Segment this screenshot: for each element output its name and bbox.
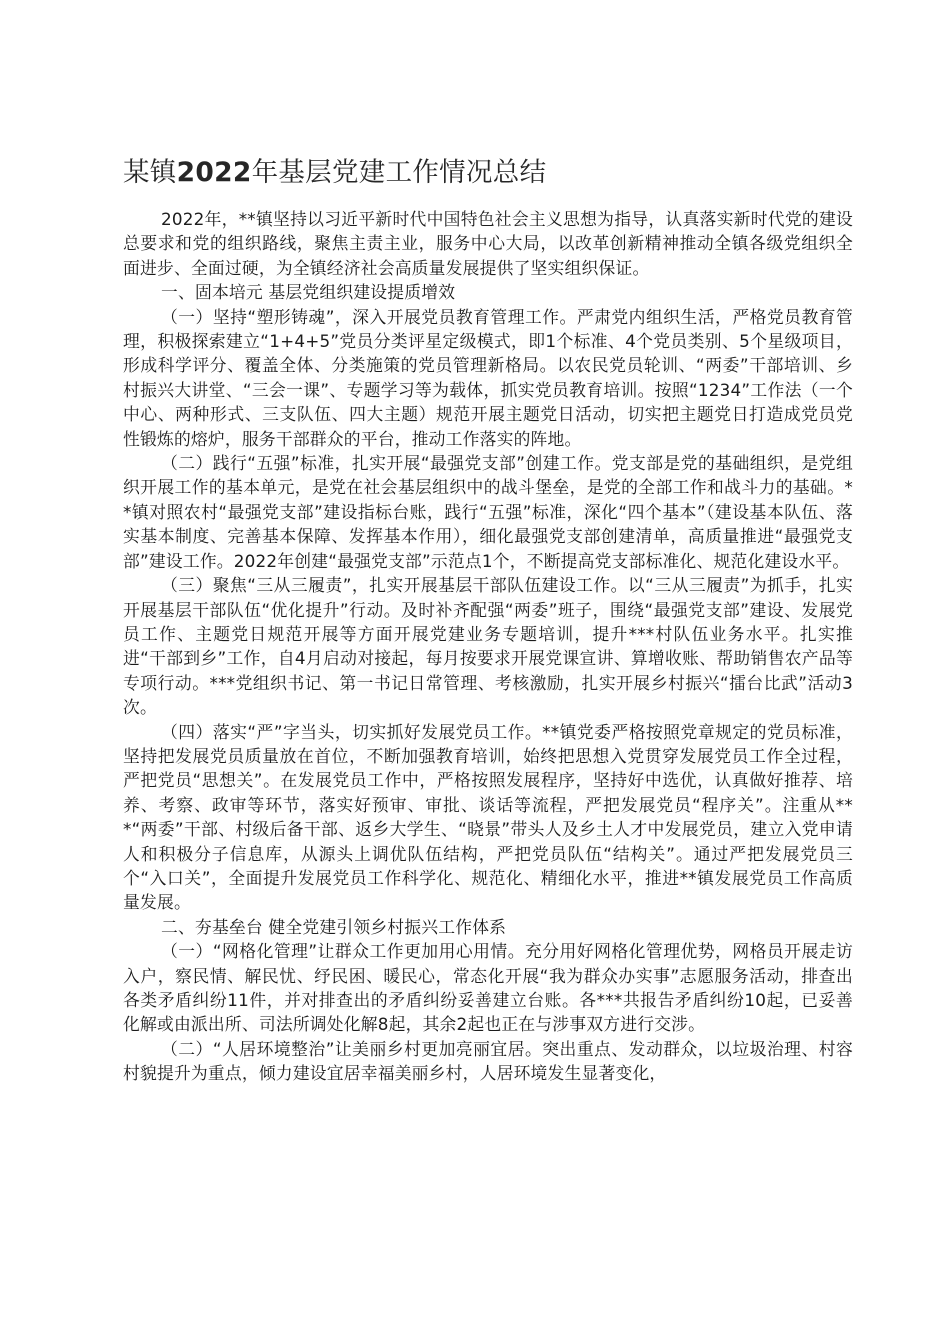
section-heading-2: 二、夯基垒台 健全党建引领乡村振兴工作体系: [161, 916, 507, 937]
body-paragraph: （四）落实“严”字当头，切实抓好发展党员工作。**镇党委严格按照党章规定的党员标准，坚持把发展党员质量放在首位，不断加强教育培训，始终把思想入党贯穿发展党员工作全过程，严把党员“思想关”。在发展党员工作中，严格按照发展程序，坚持好中选优，认真做好推荐、培养、考察、政审等环节，落实好预审、审批、谈话等流程，严把发展党员“程序关”。注重从***“两委”干部、村级后备干部、返乡大学生、“晓景”带头人及乡土人才中发展党员，建立入党申请人和积极分子信息库，从源头上调优队伍结构，严把党员队伍“结构关”。通过严把发展党员三个“入口关”，全面提升发展党员工作科学化、规范化、精细化水平，推进**镇发展党员工作高质量发展。: [123, 721, 853, 913]
title-year: 2022: [176, 157, 252, 188]
body-paragraph: （二）“人居环境整治”让美丽乡村更加亮丽宜居。突出重点、发动群众，以垃圾治理、村容村貌提升为重点，倾力建设宜居幸福美丽乡村，人居环境发生显著变化，: [123, 1038, 853, 1084]
document-body: [123, 153, 853, 1086]
intro-paragraph: 2022年，**镇坚持以习近平新时代中国特色社会主义思想为指导，认真落实新时代党的建设总要求和党的组织路线，聚焦主责主业，服务中心大局，以改革创新精神推动全镇各级党组织全面进步、全面过硬，为全镇经济社会高质量发展提供了坚实组织保证。: [123, 209, 853, 278]
body-paragraph: （二）践行“五强”标准，扎实开展“最强党支部”创建工作。党支部是党的基础组织，是党组织开展工作的基本单元，是党在社会基层组织中的战斗堡垒，是党的全部工作和战斗力的基础。**镇对照农村“最强党支部”建设指标台账，践行“五强”标准，深化“四个基本”（建设基本队伍、落实基本制度、完善基本保障、发挥基本作用），细化最强党支部创建清单，高质量推进“最强党支部”建设工作。2022年创建“最强党支部”示范点1个，不断提高党支部标准化、规范化建设水平。: [123, 453, 853, 571]
title-prefix: 某镇: [123, 157, 177, 188]
body-paragraph: （一）坚持“塑形铸魂”，深入开展党员教育管理工作。严肃党内组织生活，严格党员教育管理，积极探索建立“1+4+5”党员分类评星定级模式，即1个标准、4个党员类别、5个星级项目，形成科学评分、覆盖全体、分类施策的党员管理新格局。以农民党员轮训、“两委”干部培训、乡村振兴大讲堂、“三会一课”、专题学习等为载体，抓实党员教育培训。按照“1234”工作法（一个中心、两种形式、三支队伍、四大主题）规范开展主题党日活动，切实把主题党日打造成党员党性锻炼的熔炉，服务干部群众的平台，推动工作落实的阵地。: [123, 306, 853, 449]
section-heading-1: 一、固本培元 基层党组织建设提质增效: [161, 282, 456, 303]
title-suffix: 年基层党建工作情况总结: [251, 157, 547, 188]
body-paragraph: （三）聚焦“三从三履责”，扎实开展基层干部队伍建设工作。以“三从三履责”为抓手，扎实开展基层干部队伍“优化提升”行动。及时补齐配强“两委”班子，围绕“最强党支部”建设、发展党员工作、主题党日规范开展等方面开展党建业务专题培训，提升***村队伍业务水平。扎实推进“干部到乡”工作，自4月启动对接起，每月按要求开展党课宣讲、算增收账、帮助销售农产品等专项行动。***党组织书记、第一书记日常管理、考核激励，扎实开展乡村振兴“擂台比武”活动3次。: [123, 575, 853, 718]
body-paragraph: （一）“网格化管理”让群众工作更加用心用情。充分用好网格化管理优势，网格员开展走访入户，察民情、解民忧、纾民困、暖民心，常态化开展“我为群众办实事”志愿服务活动，排查出各类矛盾纠纷11件，并对排查出的矛盾纠纷妥善建立台账。各***共报告矛盾纠纷10起，已妥善化解或由派出所、司法所调处化解8起，其余2起也正在与涉事双方进行交涉。: [123, 941, 853, 1035]
document-title: [123, 153, 853, 193]
